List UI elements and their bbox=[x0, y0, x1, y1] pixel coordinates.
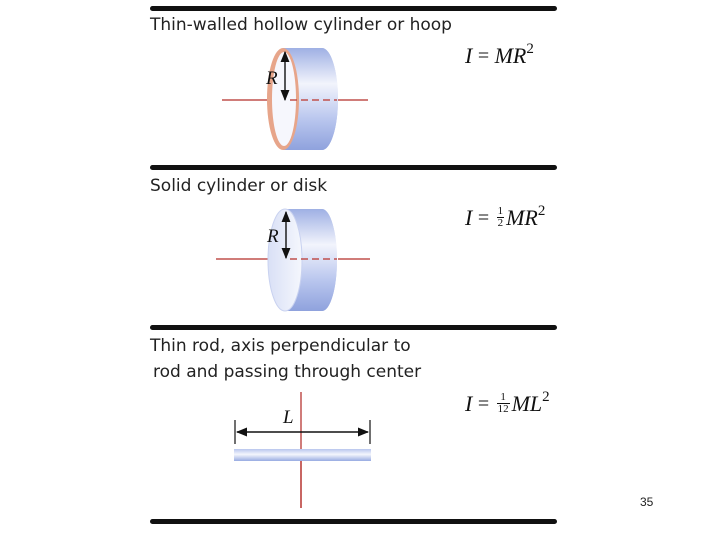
formula-exponent: 2 bbox=[542, 389, 550, 405]
formula-lhs: I bbox=[465, 43, 473, 68]
fraction-numerator: 1 bbox=[497, 205, 504, 218]
rod-body bbox=[234, 449, 371, 461]
formula-lhs: I bbox=[465, 205, 473, 230]
hoop-figure bbox=[222, 48, 368, 150]
disk-face bbox=[268, 209, 302, 311]
disk-heading-line: Solid cylinder or disk bbox=[150, 176, 328, 196]
formula-exponent: 2 bbox=[537, 203, 546, 219]
formula-rhs: ML bbox=[511, 391, 543, 416]
formula-lhs: I bbox=[465, 391, 473, 416]
rod-length-label: L bbox=[283, 407, 294, 428]
page-number: 35 bbox=[640, 495, 654, 509]
formula-rhs: MR bbox=[494, 43, 527, 68]
formula-equals: = bbox=[477, 207, 490, 229]
formula-equals: = bbox=[477, 45, 490, 67]
fraction-denominator: 12 bbox=[497, 403, 509, 416]
fraction-numerator: 1 bbox=[497, 392, 510, 404]
rod-figure bbox=[234, 392, 371, 508]
disk-far-rim bbox=[307, 209, 337, 311]
rod-heading-line-1: Thin rod, axis perpendicular to bbox=[150, 336, 411, 356]
fraction-denominator: 2 bbox=[497, 217, 504, 230]
formula-equals: = bbox=[477, 393, 490, 415]
hoop-radius-label: R bbox=[266, 68, 278, 89]
hoop-far-rim bbox=[306, 48, 338, 150]
hoop-heading-line: Thin-walled hollow cylinder or hoop bbox=[150, 15, 452, 35]
disk-radius-label: R bbox=[267, 226, 279, 247]
formula-exponent: 2 bbox=[526, 41, 534, 57]
hoop-inner bbox=[272, 52, 296, 146]
rod-heading-line-2: rod and passing through center bbox=[153, 362, 422, 382]
formula-rhs: MR bbox=[506, 205, 538, 230]
disk-figure bbox=[216, 209, 370, 311]
